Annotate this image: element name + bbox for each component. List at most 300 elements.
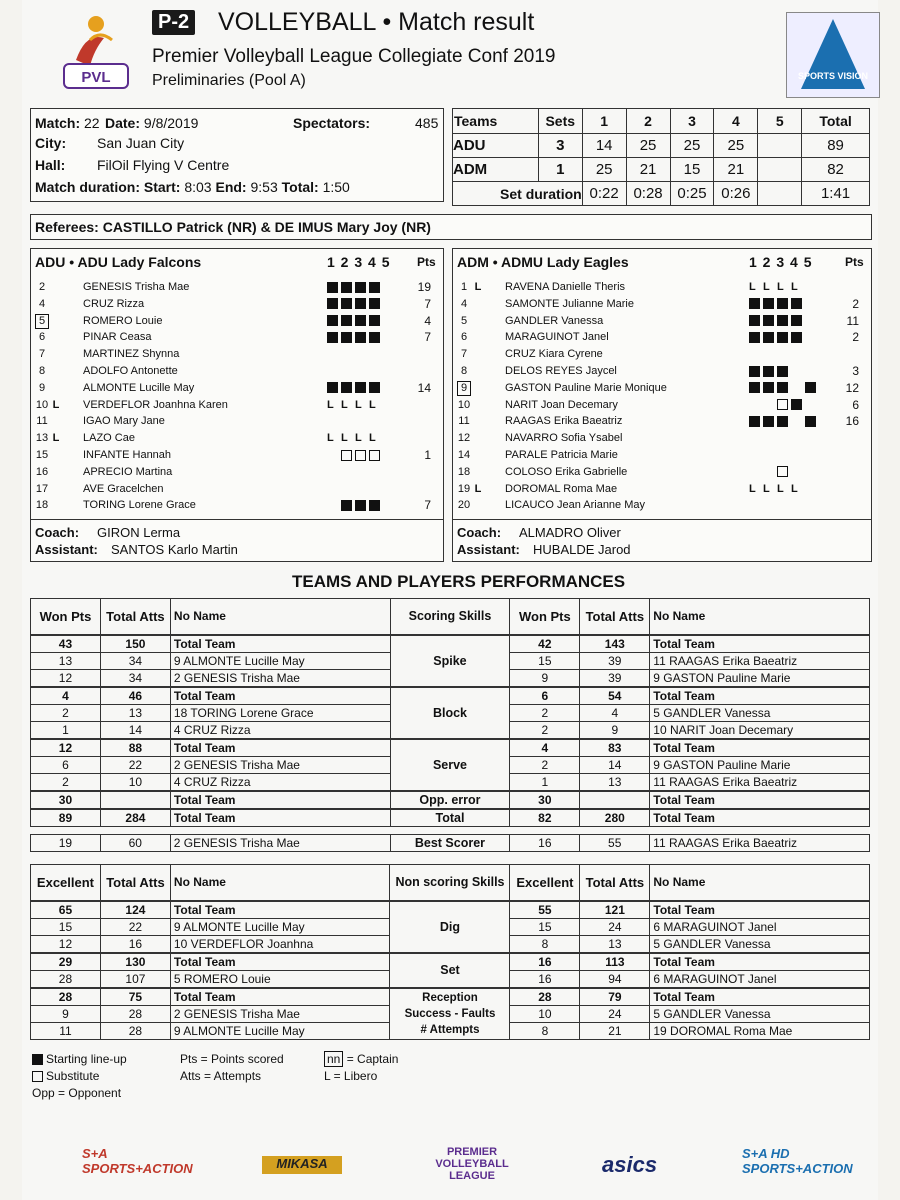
player-row (457, 430, 865, 447)
asics-logo: asics (602, 1152, 658, 1177)
perf-player-name: 9 GASTON Pauline Marie (650, 669, 870, 687)
player-row (457, 279, 865, 296)
perf-value: 15 (510, 918, 580, 935)
player-name: NARIT Joan Decemary (505, 398, 618, 411)
player-row (457, 464, 865, 481)
sports-vision-logo (786, 12, 880, 98)
score-col-header: Total (802, 109, 870, 134)
player-points: 6 (852, 397, 859, 412)
perf-value: 13 (580, 773, 650, 791)
player-name: NAVARRO Sofia Ysabel (505, 432, 623, 445)
set-score: 21 (626, 158, 670, 182)
player-sets (749, 464, 819, 481)
perf-player-name: Total Team (650, 635, 870, 653)
legend-captain: nn = Captain (324, 1052, 398, 1066)
player-number: 11 (36, 415, 48, 428)
starter-square-icon (777, 332, 788, 343)
perf-value: 284 (100, 809, 170, 827)
perf-value: 6 (31, 756, 101, 773)
libero-set-marker: L (777, 281, 784, 293)
player-name: COLOSO Erika Gabrielle (505, 465, 628, 478)
player-points: 2 (852, 330, 859, 345)
set-duration-label: Set duration (453, 182, 583, 206)
player-name: LAZO Cae (83, 432, 135, 445)
substitute-square-icon (777, 466, 788, 477)
player-points: 7 (424, 498, 431, 513)
perf-value: 55 (510, 901, 580, 919)
player-sets (327, 279, 397, 296)
perf-player-name: 5 GANDLER Vanessa (650, 1005, 870, 1022)
starter-square-icon (749, 382, 760, 393)
coach-divider (31, 519, 443, 520)
player-number: 11 (458, 415, 470, 428)
perf-value: 2 (510, 756, 580, 773)
perf-col-header: Won Pts (510, 599, 580, 635)
skill-name: Dig (390, 901, 510, 953)
set-score: 14 (582, 134, 626, 158)
player-name: ROMERO Louie (83, 314, 163, 327)
spectators-count: 485 (415, 115, 439, 131)
perf-player-name: 6 MARAGUINOT Janel (650, 970, 870, 988)
perf-col-header: Total Atts (100, 865, 170, 901)
perf-value: 6 (510, 687, 580, 705)
perf-header-row (31, 599, 870, 635)
libero-set-marker: L (749, 281, 756, 293)
perf-value: 39 (580, 652, 650, 669)
player-row (35, 397, 437, 414)
perf-player-name: 2 GENESIS Trisha Mae (170, 669, 390, 687)
player-row (35, 447, 437, 464)
starter-square-icon (369, 315, 380, 326)
player-row (35, 296, 437, 313)
best-scorer-pts: 16 (510, 835, 580, 852)
player-sets (327, 430, 397, 447)
start-time: 8:03 (184, 179, 212, 195)
perf-player-name: 5 GANDLER Vanessa (650, 935, 870, 953)
starter-square-icon (805, 416, 816, 427)
sets-won: 3 (538, 134, 582, 158)
set-columns-header: 1 2 3 4 5 (327, 254, 391, 270)
perf-value: 16 (510, 970, 580, 988)
player-number: 8 (460, 365, 468, 377)
report-title: VOLLEYBALL • Match result (218, 8, 535, 36)
player-name: GASTON Pauline Marie Monique (505, 381, 667, 394)
player-row (35, 413, 437, 430)
set-duration-total: 1:41 (802, 182, 870, 206)
player-row (35, 279, 437, 296)
perf-value: 29 (31, 953, 101, 971)
perf-row (31, 739, 870, 757)
player-name: PARALE Patricia Marie (505, 449, 618, 461)
perf-value: 21 (580, 1022, 650, 1039)
skill-name-line: Reception (422, 991, 478, 1004)
perf-value: 65 (31, 901, 101, 919)
player-row (35, 497, 437, 514)
match-number: 22 (84, 115, 100, 131)
starter-square-icon (777, 298, 788, 309)
perf-player-name: 4 CRUZ Rizza (170, 773, 390, 791)
perf-player-name: 6 MARAGUINOT Janel (650, 918, 870, 935)
player-sets (749, 497, 819, 514)
referees-text: Referees: CASTILLO Patrick (NR) & DE IMUS Mary Joy (NR) (35, 219, 431, 235)
perf-value: 46 (100, 687, 170, 705)
score-col-header: 3 (670, 109, 714, 134)
player-sets (749, 413, 819, 430)
perf-player-name: 11 RAAGAS Erika Baeatriz (650, 773, 870, 791)
player-sets (749, 329, 819, 346)
end-time: 9:53 (250, 179, 278, 195)
player-sets (749, 380, 819, 397)
perf-value: 2 (31, 704, 101, 721)
player-points: 16 (845, 414, 859, 429)
player-points: 7 (424, 296, 431, 311)
perf-row (31, 988, 870, 1006)
perf-value: 28 (100, 1005, 170, 1022)
libero-set-marker: L (327, 398, 334, 411)
starter-square-icon (749, 366, 760, 377)
perf-value: 2 (510, 721, 580, 739)
player-row (457, 447, 865, 464)
perf-value: 16 (100, 935, 170, 953)
player-sets (749, 346, 819, 363)
best-scorer-name: 2 GENESIS Trisha Mae (170, 835, 390, 852)
mikasa-logo: MIKASA (262, 1156, 342, 1174)
perf-value: 15 (31, 918, 101, 935)
player-sets (749, 279, 819, 296)
player-name: PINAR Ceasa (83, 331, 152, 344)
points-header: Pts (845, 255, 864, 269)
perf-value: 28 (31, 970, 101, 988)
perf-value: 12 (31, 739, 101, 757)
coach-divider (453, 519, 871, 520)
player-row (35, 430, 437, 447)
starter-square-icon (763, 416, 774, 427)
perf-value: 28 (510, 988, 580, 1006)
player-row (35, 329, 437, 346)
player-name: DOROMAL Roma Mae (505, 482, 618, 495)
perf-value: 1 (31, 721, 101, 739)
perf-value: 150 (100, 635, 170, 653)
libero-set-marker: L (369, 432, 376, 445)
player-number: 6 (460, 331, 468, 344)
perf-player-name: Total Team (650, 809, 870, 827)
player-number: 9 (457, 381, 471, 396)
perf-value: 10 (510, 1005, 580, 1022)
best-scorer-atts: 60 (100, 835, 170, 852)
perf-player-name: 9 ALMONTE Lucille May (170, 1022, 390, 1039)
starter-square-icon (369, 298, 380, 309)
starter-square-icon (777, 382, 788, 393)
starter-square-icon (341, 332, 352, 343)
libero-set-marker: L (791, 482, 798, 495)
libero-set-marker: L (763, 482, 770, 495)
player-number: 5 (35, 314, 49, 329)
player-name: INFANTE Hannah (83, 449, 172, 461)
non-scoring-skills-table (30, 864, 870, 1040)
perf-col-header: Total Atts (580, 599, 650, 635)
player-name: TORING Lorene Grace (83, 499, 196, 512)
perf-player-name: 4 CRUZ Rizza (170, 721, 390, 739)
set-score: 25 (714, 134, 758, 158)
player-row (457, 481, 865, 498)
pvl-footer-logo: PREMIER VOLLEYBALL LEAGUE (435, 1146, 509, 1182)
player-row (457, 346, 865, 363)
perf-value: 94 (580, 970, 650, 988)
starter-square-icon (763, 366, 774, 377)
starter-square-icon (355, 382, 366, 393)
skill-name (390, 988, 510, 1040)
set-score (758, 134, 802, 158)
score-row-adu (453, 134, 870, 158)
starter-square-icon (341, 315, 352, 326)
perf-player-name: 18 TORING Lorene Grace (170, 704, 390, 721)
player-row (457, 329, 865, 346)
libero-set-marker: L (327, 432, 334, 445)
perf-row (31, 791, 870, 809)
referees-box (30, 214, 872, 240)
perf-player-name: Total Team (170, 953, 390, 971)
coach-name: ALMADRO Oliver (519, 525, 621, 540)
perf-row (31, 809, 870, 827)
skill-name-line: Success - Faults (404, 1007, 496, 1020)
perf-value: 9 (510, 669, 580, 687)
perf-value: 12 (31, 669, 101, 687)
perf-value: 13 (100, 704, 170, 721)
skill-name: Set (390, 953, 510, 988)
perf-value: 8 (510, 1022, 580, 1039)
player-name: CRUZ Rizza (83, 297, 145, 310)
player-sets (749, 313, 819, 330)
best-scorer-row (30, 834, 870, 852)
assistant-row (35, 542, 238, 557)
perf-player-name: 9 GASTON Pauline Marie (650, 756, 870, 773)
player-row (457, 313, 865, 330)
league-name: Premier Volleyball League Collegiate Conf 2019 (152, 46, 556, 67)
score-col-header: Teams (453, 109, 539, 134)
perf-player-name: 19 DOROMAL Roma Mae (650, 1022, 870, 1039)
set-duration: 0:22 (582, 182, 626, 206)
perf-value: 16 (510, 953, 580, 971)
player-number: 7 (460, 348, 468, 361)
player-name: RAAGAS Erika Baeatriz (505, 415, 623, 428)
perf-value: 8 (510, 935, 580, 953)
perf-value: 4 (31, 687, 101, 705)
coach-row (35, 525, 180, 540)
score-row-adm (453, 158, 870, 182)
perf-player-name: 2 GENESIS Trisha Mae (170, 1005, 390, 1022)
player-points: 7 (424, 330, 431, 345)
player-sets (749, 447, 819, 464)
set-duration-row (453, 182, 870, 206)
libero-flag: L (474, 281, 482, 293)
player-row (457, 397, 865, 414)
starter-square-icon (749, 298, 760, 309)
player-number: 10 (457, 398, 471, 411)
substitute-square-icon (32, 1071, 43, 1082)
player-points: 12 (845, 380, 859, 395)
perf-row (31, 901, 870, 919)
roster-team-title: ADM • ADMU Lady Eagles (457, 254, 629, 270)
perf-col-header: Excellent (510, 865, 580, 901)
player-name: RAVENA Danielle Theris (505, 281, 626, 293)
starter-square-icon (763, 298, 774, 309)
perf-player-name: Total Team (170, 635, 390, 653)
libero-set-marker: L (369, 398, 376, 411)
perf-value: 75 (100, 988, 170, 1006)
starter-square-icon (341, 298, 352, 309)
match-duration-row: Match duration: Start: 8:03 End: 9:53 Total: 1:50 (35, 179, 350, 195)
starter-square-icon (805, 382, 816, 393)
score-col-header: 4 (714, 109, 758, 134)
player-number: 5 (460, 314, 468, 327)
player-number: 12 (457, 432, 471, 445)
perf-value: 143 (580, 635, 650, 653)
perf-col-header: Excellent (31, 865, 101, 901)
starter-square-icon (341, 382, 352, 393)
perf-value: 12 (31, 935, 101, 953)
set-columns-header: 1 2 3 4 5 (749, 254, 813, 270)
player-sets (327, 397, 397, 414)
legend-substitute: Substitute (32, 1069, 99, 1083)
perf-row (31, 953, 870, 971)
perf-value: 89 (31, 809, 101, 827)
libero-set-marker: L (763, 281, 770, 293)
player-name: APRECIO Martina (83, 465, 173, 478)
libero-set-marker: L (355, 398, 362, 411)
perf-value: 22 (100, 756, 170, 773)
player-number: 4 (38, 297, 46, 310)
set-score: 25 (670, 134, 714, 158)
player-sets (327, 296, 397, 313)
set-score: 15 (670, 158, 714, 182)
player-sets (327, 413, 397, 430)
substitute-square-icon (369, 450, 380, 461)
starter-square-icon (777, 315, 788, 326)
perf-value: 24 (580, 1005, 650, 1022)
perf-value: 30 (510, 791, 580, 809)
player-number: 1 (460, 281, 468, 293)
player-number: 17 (35, 482, 49, 495)
city-value: San Juan City (97, 135, 185, 151)
legend-atts: Atts = Attempts (180, 1069, 262, 1083)
player-row (35, 464, 437, 481)
report-code: P-2 (152, 10, 195, 35)
player-name: SAMONTE Julianne Marie (505, 297, 634, 310)
player-number: 2 (38, 281, 46, 293)
assistant-label: Assistant: (457, 542, 520, 557)
starter-square-icon (341, 282, 352, 293)
total-score: 89 (802, 134, 870, 158)
pvl-logo-text: PVL (81, 69, 111, 86)
perf-value: 28 (31, 988, 101, 1006)
total-score: 82 (802, 158, 870, 182)
perf-player-name: 5 ROMERO Louie (170, 970, 390, 988)
set-score: 21 (714, 158, 758, 182)
starting-square-icon (32, 1054, 43, 1065)
legend-starting: Starting line-up (32, 1052, 127, 1066)
starter-square-icon (355, 298, 366, 309)
perf-player-name: Total Team (650, 739, 870, 757)
score-col-header: 1 (582, 109, 626, 134)
spectators-label: Spectators: (293, 115, 371, 131)
set-duration: 0:28 (626, 182, 670, 206)
player-number: 16 (35, 465, 49, 478)
perf-value: 113 (580, 953, 650, 971)
player-number: 18 (35, 499, 49, 512)
perf-value: 22 (100, 918, 170, 935)
score-col-header: 2 (626, 109, 670, 134)
player-sets (327, 313, 397, 330)
player-row (35, 363, 437, 380)
best-scorer-atts: 55 (580, 835, 650, 852)
starter-square-icon (355, 500, 366, 511)
player-name: MARAGUINOT Janel (505, 331, 609, 344)
player-name: DELOS REYES Jaycel (505, 365, 617, 377)
perf-value: 2 (31, 773, 101, 791)
roster-adu (30, 248, 444, 562)
skill-col-header: Scoring Skills (390, 599, 510, 635)
roster-adm (452, 248, 872, 562)
perf-player-name: Total Team (650, 791, 870, 809)
legend-opp: Opp = Opponent (32, 1086, 122, 1100)
set-score: 25 (582, 158, 626, 182)
perf-value: 15 (510, 652, 580, 669)
sets-won: 1 (538, 158, 582, 182)
perf-player-name: 5 GANDLER Vanessa (650, 704, 870, 721)
team-code: ADU (453, 134, 539, 158)
player-sets (327, 481, 397, 498)
set-duration: 0:25 (670, 182, 714, 206)
perf-player-name: 10 NARIT Joan Decemary (650, 721, 870, 739)
sponsor-footer (82, 1146, 872, 1192)
scoring-skills-table (30, 598, 870, 827)
starter-square-icon (763, 315, 774, 326)
perf-value (100, 791, 170, 809)
player-number: 14 (457, 449, 471, 461)
perf-value: 9 (580, 721, 650, 739)
perf-player-name: Total Team (170, 901, 390, 919)
perf-value: 124 (100, 901, 170, 919)
libero-flag: L (52, 398, 60, 411)
perf-row (31, 635, 870, 653)
skill-name: Serve (390, 739, 510, 791)
starter-square-icon (369, 382, 380, 393)
assistant-row (457, 542, 631, 557)
player-points: 1 (424, 448, 431, 462)
player-number: 6 (38, 331, 46, 344)
starter-square-icon (791, 332, 802, 343)
player-points: 3 (852, 364, 859, 378)
date-label: Date: (105, 115, 141, 131)
perf-value: 280 (580, 809, 650, 827)
assistant-name: SANTOS Karlo Martin (111, 542, 238, 557)
player-number: 18 (457, 465, 471, 478)
player-number: 10 (35, 398, 49, 411)
perf-value: 107 (100, 970, 170, 988)
libero-set-marker: L (355, 432, 362, 445)
perf-value: 82 (510, 809, 580, 827)
starter-square-icon (369, 282, 380, 293)
player-points: 4 (424, 313, 431, 328)
player-sets (327, 380, 397, 397)
player-row (35, 346, 437, 363)
perf-value: 10 (100, 773, 170, 791)
player-sets (749, 430, 819, 447)
set-duration: 0:26 (714, 182, 758, 206)
roster-team-title: ADU • ADU Lady Falcons (35, 254, 202, 270)
player-number: 19 (457, 482, 471, 495)
player-number: 8 (38, 365, 46, 377)
